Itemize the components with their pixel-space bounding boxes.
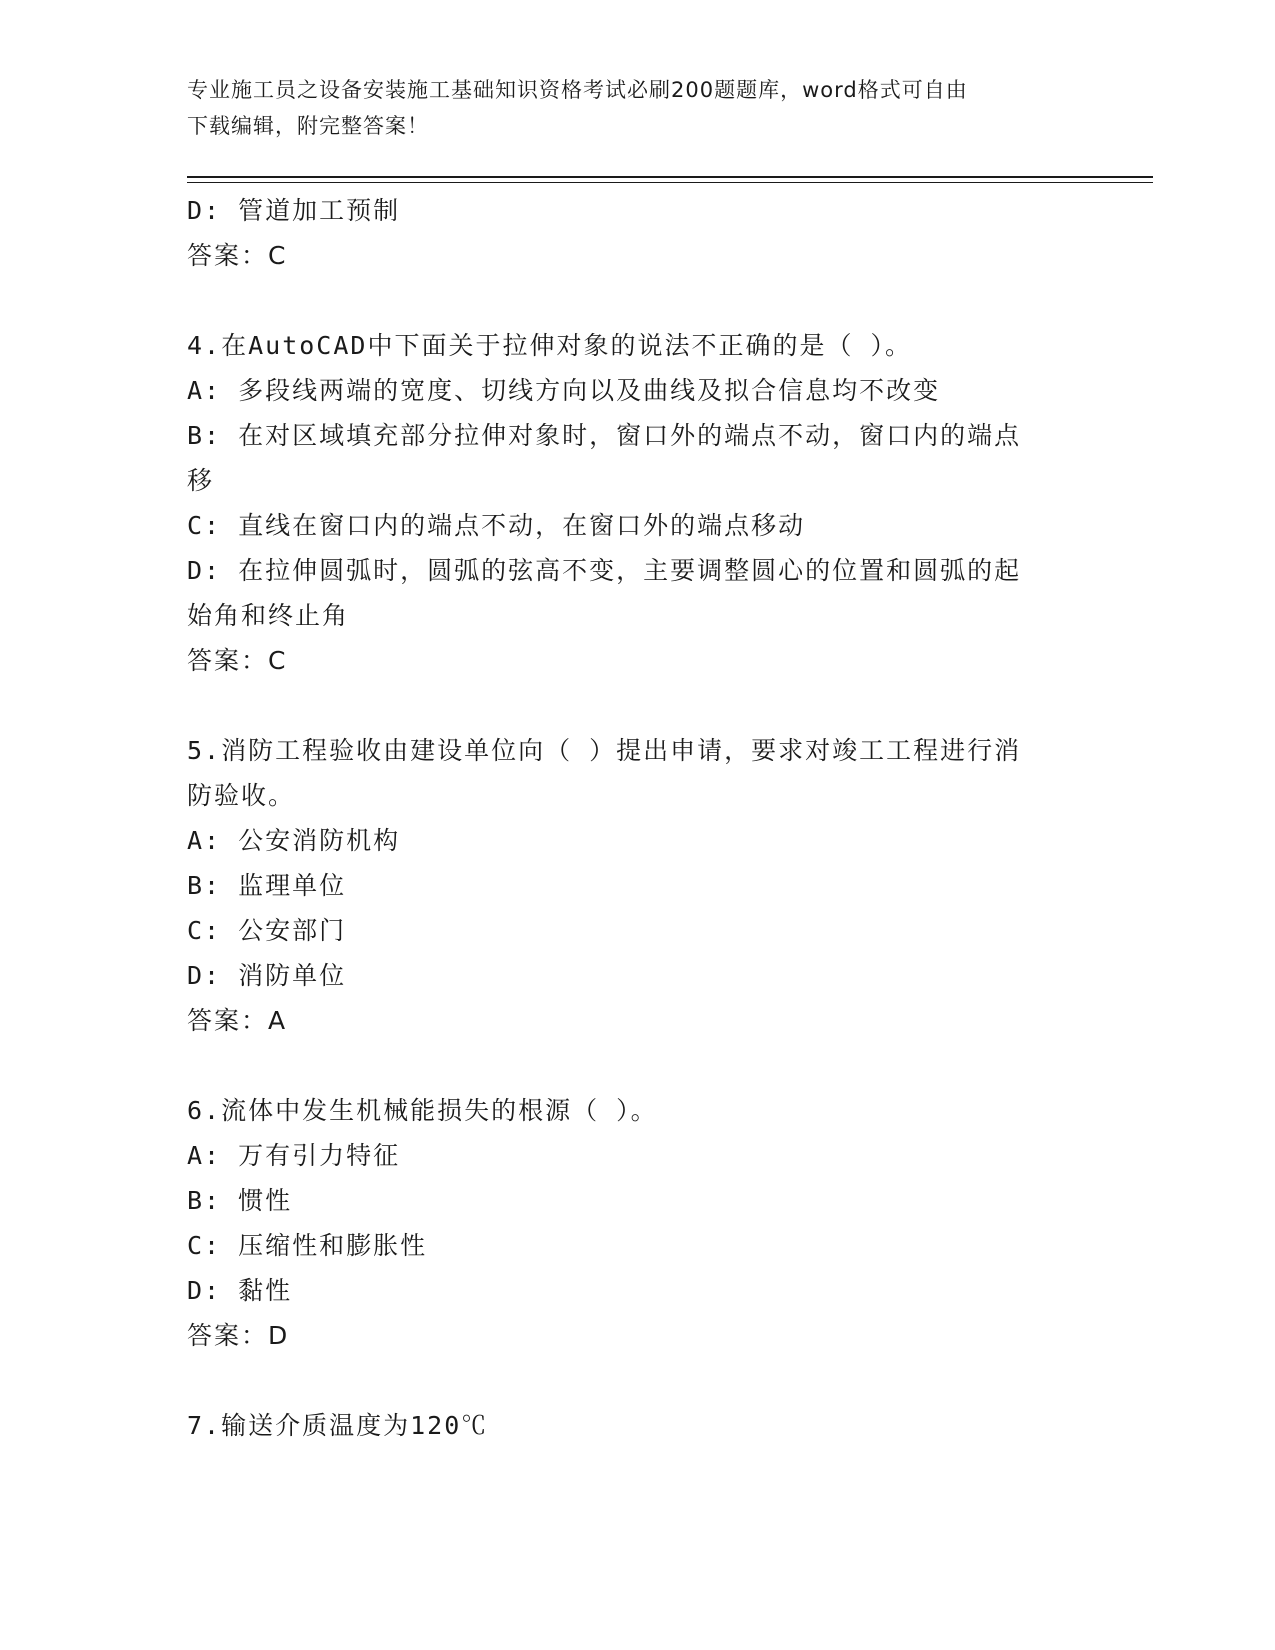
question-text: 6.流体中发生机械能损失的根源（ ）。 — [187, 1096, 658, 1125]
answer-line: 答案：A — [187, 1006, 288, 1035]
question-block-prev — [187, 188, 1087, 278]
answer-line: 答案：C — [187, 241, 288, 270]
header-rule-thick — [187, 176, 1153, 178]
question-block-6 — [187, 1088, 1087, 1358]
question-text: 4.在AutoCAD中下面关于拉伸对象的说法不正确的是（ ）。 — [187, 331, 913, 360]
option-b: B: 惯性 — [187, 1186, 293, 1215]
question-block-4 — [187, 323, 1087, 683]
header-line-2: 下载编辑，附完整答案！ — [187, 114, 429, 138]
option-d-line-2: 始角和终止角 — [187, 601, 350, 630]
question-block-7 — [187, 1403, 1087, 1448]
option-b-line-1: B: 在对区域填充部分拉伸对象时，窗口外的端点不动，窗口内的端点 — [187, 421, 1022, 450]
option-a: A: 多段线两端的宽度、切线方向以及曲线及拟合信息均不改变 — [187, 376, 941, 405]
question-text: 7.输送介质温度为120℃ — [187, 1411, 489, 1440]
spacer — [187, 278, 1087, 323]
answer-line: 答案：C — [187, 646, 288, 675]
header-rule-thin — [187, 182, 1153, 183]
option-c: C: 压缩性和膨胀性 — [187, 1231, 428, 1260]
option-d: D: 管道加工预制 — [187, 196, 401, 225]
question-list — [187, 188, 1087, 1448]
option-a: A: 公安消防机构 — [187, 826, 401, 855]
option-d: D: 黏性 — [187, 1276, 293, 1305]
question-text-line-2: 防验收。 — [187, 781, 296, 810]
spacer — [187, 1043, 1087, 1088]
header-line-1: 专业施工员之设备安装施工基础知识资格考试必刷200题题库，word格式可自由 — [187, 78, 968, 102]
spacer — [187, 683, 1087, 728]
option-d-line-1: D: 在拉伸圆弧时，圆弧的弦高不变，主要调整圆心的位置和圆弧的起 — [187, 556, 1022, 585]
page-header — [187, 72, 1067, 144]
option-d: D: 消防单位 — [187, 961, 347, 990]
option-c: C: 直线在窗口内的端点不动，在窗口外的端点移动 — [187, 511, 806, 540]
answer-line: 答案：D — [187, 1321, 290, 1350]
option-a: A: 万有引力特征 — [187, 1141, 401, 1170]
spacer — [187, 1358, 1087, 1403]
option-b-line-2: 移 — [187, 466, 215, 495]
question-block-5 — [187, 728, 1087, 1043]
question-text-line-1: 5.消防工程验收由建设单位向（ ）提出申请，要求对竣工工程进行消 — [187, 736, 1022, 765]
option-c: C: 公安部门 — [187, 916, 347, 945]
option-b: B: 监理单位 — [187, 871, 347, 900]
